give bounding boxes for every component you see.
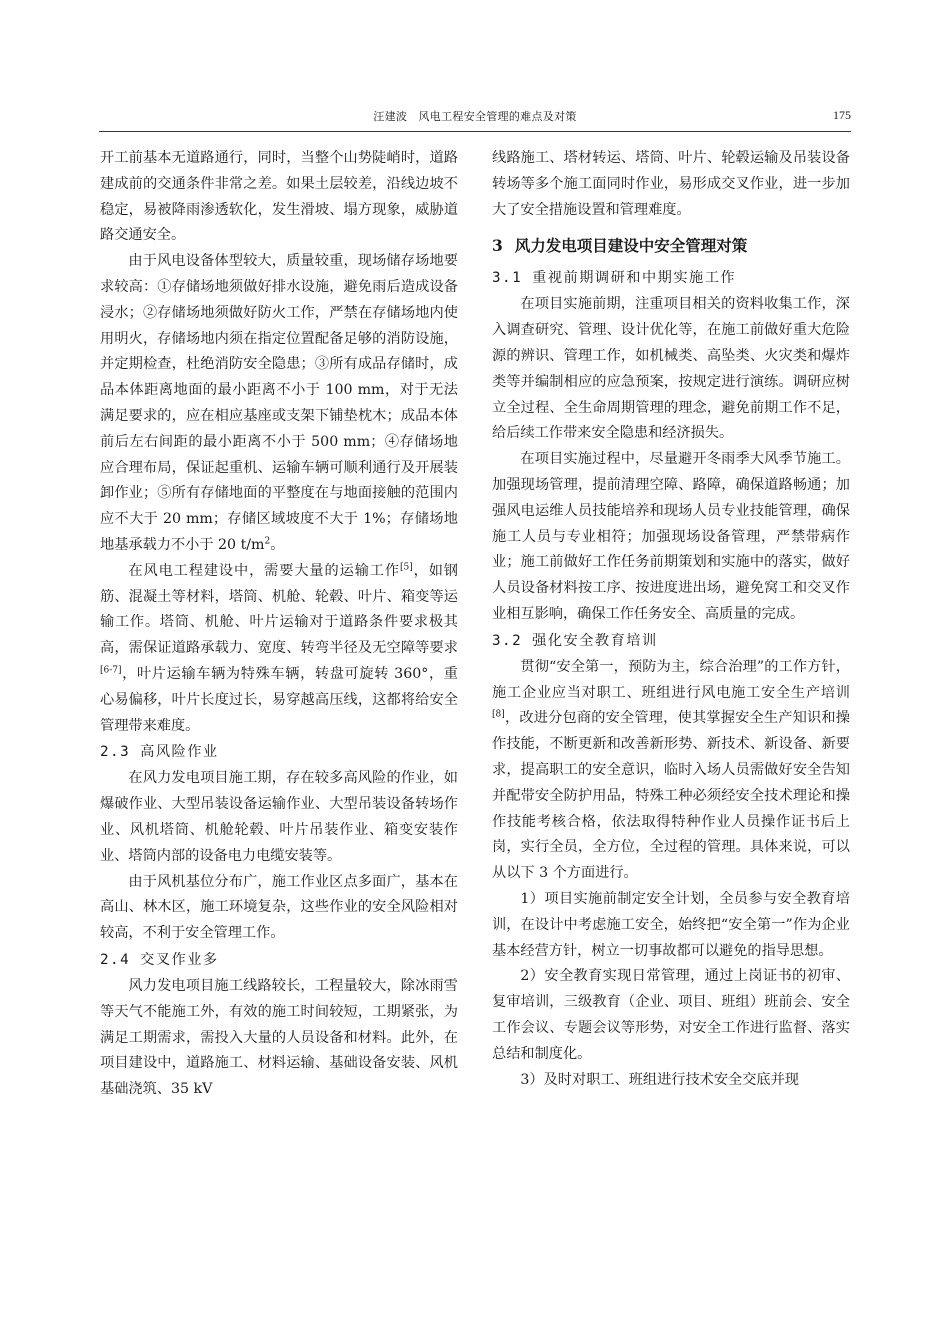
- paragraph: 在风电工程建设中，需要大量的运输工作[5]，如钢筋、混凝土等材料，塔筒、机舱、轮毂、叶片、箱变等运输工作。塔筒、机舱、叶片运输对于道路条件要求极其高，需保证道路承载力、宽度、转弯半径及无空障等要求[6-7]，叶片运输车辆为特殊车辆，转盘可旋转 360°，重心易偏移，叶片长度过长，易穿越高压线，这都将给安全管理带来难度。: [100, 562, 458, 734]
- paragraph: 在项目实施前期，注重项目相关的资料收集工作，深入调查研究、管理、设计优化等，在施工前做好重大危险源的辨识、管理工作，如机械类、高坠类、火灾类和爆炸类等并编制相应的应急预案，按规定进行演练。调研应树立全过程、全生命周期管理的理念，避免前期工作不足，给后续工作带来安全隐患和经济损失。: [492, 296, 850, 442]
- section-heading-3-2: 3.2 强化安全教育培训: [492, 632, 658, 649]
- paragraph: 贯彻“安全第一，预防为主，综合治理”的工作方针，施工企业应当对职工、班组进行风电施工安全生产培训[8]，改进分包商的安全管理，使其掌握安全生产知识和操作技能，不断更新和改善新形势、新技术、新设备、新要求，提高职工的安全意识，临时入场人员需做好安全告知并配带安全防护用品，特殊工种必须经安全技术理论和操作技能考核合格，依法取得特种作业人员操作证书后上岗，实行全员，全方位，全过程的管理。具体来说，可以从以下 3 个方面进行。: [492, 658, 850, 882]
- citation: [6-7]: [100, 665, 122, 676]
- left-column: [100, 146, 458, 1103]
- right-column: [492, 146, 850, 1093]
- running-title: 汪建波 风电工程安全管理的难点及对策: [373, 110, 577, 123]
- paragraph: 开工前基本无道路通行，同时，当整个山势陡峭时，道路建成前的交通条件非常之差。如果土层较差，沿线边坡不稳定，易被降雨渗透软化，发生滑坡、塌方现象，威胁道路交通安全。: [100, 150, 458, 244]
- running-header: [99, 108, 851, 130]
- section-heading-3: 3 风力发电项目建设中安全管理对策: [492, 236, 748, 256]
- section-heading-2-3: 2.3 高风险作业: [100, 744, 219, 761]
- list-item: 3）及时对职工、班组进行技术安全交底并现: [520, 1071, 799, 1088]
- citation: [5]: [399, 562, 413, 573]
- list-item: 1）项目实施前制定安全计划，全员参与安全教育培训，在设计中考虑施工安全，始终把“安全第一”作为企业基本经营方针，树立一切事故都可以避免的指导思想。: [492, 890, 850, 959]
- section-heading-2-4: 2.4 交叉作业多: [100, 951, 219, 968]
- page-number: 175: [833, 108, 851, 122]
- header-rule: [99, 131, 851, 132]
- paragraph: 线路施工、塔材转运、塔筒、叶片、轮毂运输及吊装设备转场等多个施工面同时作业，易形成交叉作业，进一步加大了安全措施设置和管理难度。: [492, 150, 850, 218]
- paragraph: 风力发电项目施工线路较长，工程量较大，除冰雨雪等天气不能施工外，有效的施工时间较短，工期紧张，为满足工期需求，需投入大量的人员设备和材料。此外，在项目建设中，道路施工、材料运输、基础设备安装、风机基础浇筑、35 kV: [100, 977, 458, 1098]
- list-item: 2）安全教育实现日常管理，通过上岗证书的初审、复审培训，三级教育（企业、项目、班组）班前会、安全工作会议、专题会议等形势，对安全工作进行监督、落实总结和制度化。: [492, 968, 850, 1062]
- paragraph: 在项目实施过程中，尽量避开冬雨季大风季节施工。加强现场管理，提前清理空障、路障，确保道路畅通；加强风电运维人员技能培养和现场人员专业技能管理，确保施工人员与专业相符；加强现场设备管理，严禁带病作业；施工前做好工作任务前期策划和实施中的落实，做好人员设备材料按工序、按进度进出场，避免窝工和交叉作业相互影响，确保工作任务安全、高质量的完成。: [492, 451, 850, 622]
- paragraph: 由于风电设备体型较大，质量较重，现场储存场地要求较高：①存储场地须做好排水设施，避免雨后造成设备浸水；②存储场地须做好防火工作，严禁在存储场地内使用明火，存储场地内须在指定位置配备足够的消防设施，并定期检查，杜绝消防安全隐患；③所有成品存储时，成品本体距离地面的最小距离不小于 100 mm，对于无法满足要求的，应在相应基座或支架下铺垫枕木；成品本体前后左右间距的最小距离不小于 500 mm；④存储场地应合理布局，保证起重机、运输车辆可顺利通行及开展装卸作业；⑤所有存储地面的平整度在与地面接触的范围内应不大于 20 mm；存储区域坡度不大于 1%；存储场地地基承载力不小于 20 $t/m^2$。: [100, 253, 458, 553]
- paragraph: 在风力发电项目施工期，存在较多高风险的作业，如爆破作业、大型吊装设备运输作业、大型吊装设备转场作业、风机塔筒、机舱轮毂、叶片吊装作业、箱变安装作业、塔筒内部的设备电力电缆安装等。: [100, 770, 458, 864]
- section-heading-3-1: 3.1 重视前期调研和中期实施工作: [492, 270, 737, 287]
- citation: [8]: [492, 709, 505, 720]
- paragraph: 由于风机基位分布广，施工作业区点多面广，基本在高山、林木区，施工环境复杂，这些作业的安全风险相对较高，不利于安全管理工作。: [100, 873, 458, 942]
